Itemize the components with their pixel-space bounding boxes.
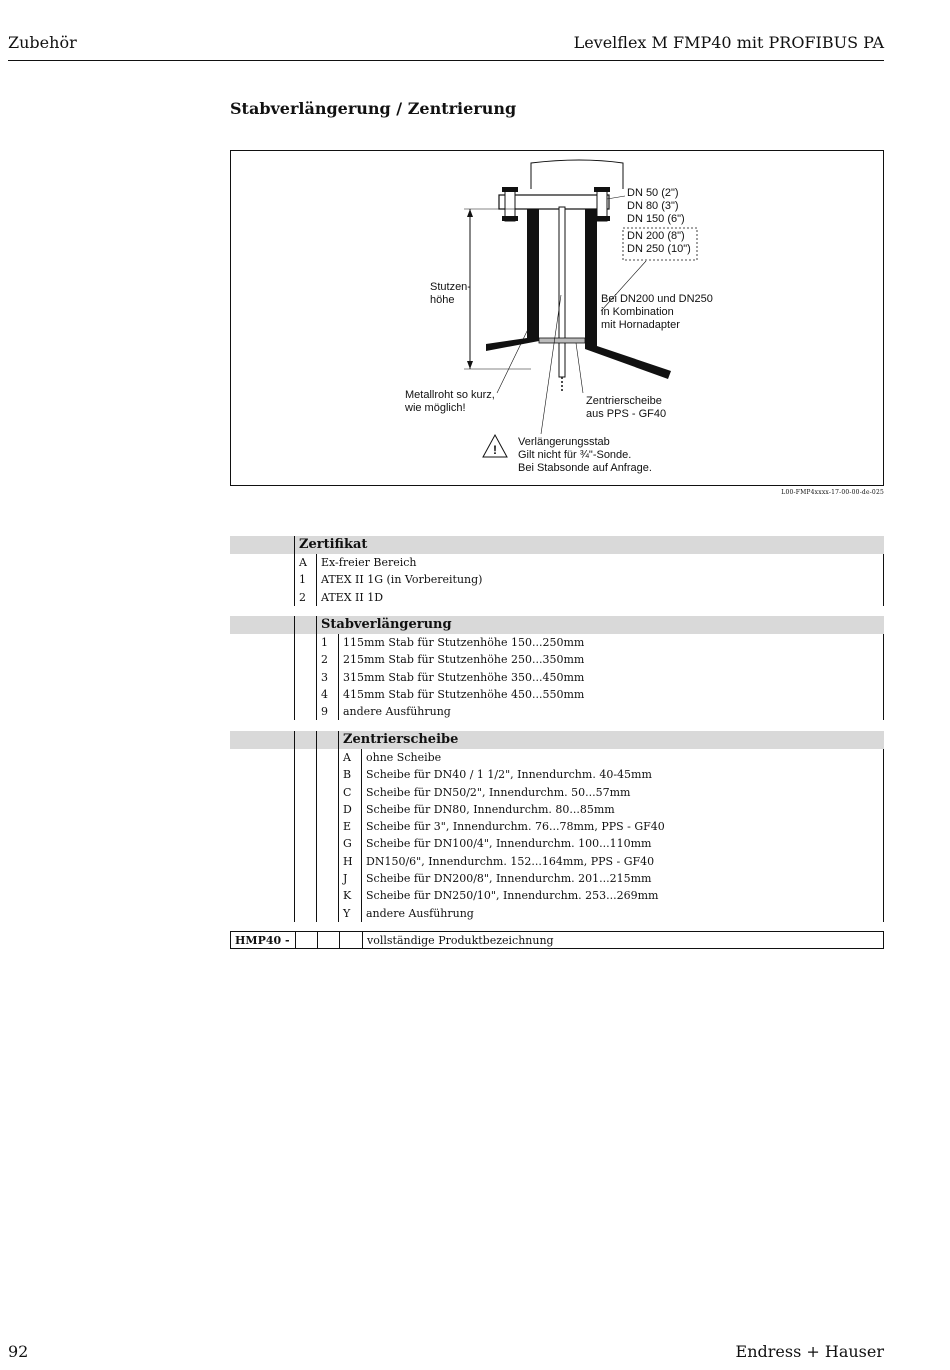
nozzle-wall-left (486, 209, 539, 351)
housing-outline (531, 160, 623, 189)
block-title: Zentrierscheibe (343, 732, 459, 747)
order-code: A (343, 751, 351, 764)
order-code: B (343, 768, 352, 782)
label-dn50: DN 50 (2") (627, 187, 679, 199)
order-code: 4 (321, 687, 328, 701)
order-row (230, 853, 884, 870)
label-zentr-1: Zentrierscheibe (586, 395, 662, 407)
figure-id: L00-FMP4xxxx-17-00-00-de-025 (781, 489, 884, 496)
order-block-zentrierscheibe (230, 731, 884, 922)
order-block-zertifikat (230, 536, 884, 606)
order-text: ohne Scheibe (366, 751, 442, 764)
brand-name: Endress + Hauser (735, 1342, 884, 1361)
leader-metall (497, 323, 531, 393)
label-metall-2: wie möglich! (405, 402, 466, 414)
nut-left-top (502, 187, 518, 192)
label-dn250: DN 250 (10") (627, 243, 691, 255)
order-row (230, 818, 884, 835)
label-stutzen-2: höhe (430, 294, 455, 306)
order-text: Scheibe für 3", Innendurchm. 76...78mm, PPS - GF40 (366, 820, 665, 834)
order-row (230, 571, 884, 588)
order-text: Scheibe für DN40 / 1 1/2", Innendurchm. 40-45mm (366, 768, 652, 782)
order-code: 2 (321, 653, 328, 667)
block-header (230, 731, 884, 749)
order-row (230, 905, 884, 922)
block-header (230, 616, 884, 634)
order-text: 415mm Stab für Stutzenhöhe 450...550mm (343, 687, 585, 701)
section-title: Stabverlängerung / Zentrierung (230, 99, 517, 118)
order-code: 3 (321, 670, 328, 684)
order-code: J (343, 872, 348, 886)
nut-left-bottom (502, 216, 518, 221)
header-rule (8, 60, 884, 61)
block-header (230, 536, 884, 554)
order-text: 115mm Stab für Stutzenhöhe 150...250mm (343, 636, 585, 649)
nozzle-diagram (231, 151, 885, 487)
order-row (230, 870, 884, 887)
order-code: A (299, 556, 307, 569)
order-code: D (343, 802, 352, 816)
order-code: Y (343, 906, 351, 920)
order-text: Scheibe für DN200/8", Innendurchm. 201...215mm (366, 872, 652, 886)
product-code: HMP40 - (235, 934, 290, 947)
order-text: 315mm Stab für Stutzenhöhe 350...450mm (343, 670, 585, 684)
order-text: Scheibe für DN100/4", Innendurchm. 100...110mm (366, 837, 652, 851)
order-text: andere Ausführung (343, 705, 451, 719)
order-text: andere Ausführung (366, 906, 474, 920)
label-horn-3: mit Hornadapter (601, 319, 680, 331)
label-warn-2: Gilt nicht für ¾"-Sonde. (518, 449, 632, 461)
label-warn-3: Bei Stabsonde auf Anfrage. (518, 462, 652, 474)
label-horn-2: in Kombination (601, 306, 674, 318)
order-code: 1 (321, 636, 328, 649)
order-text: ATEX II 1G (in Vorbereitung) (321, 573, 483, 587)
header-section: Zubehör (8, 33, 77, 52)
order-text: Scheibe für DN50/2", Innendurchm. 50...57mm (366, 785, 631, 799)
technical-drawing (230, 150, 884, 486)
order-row (230, 887, 884, 904)
page-number: 92 (8, 1342, 29, 1361)
order-row (230, 634, 884, 651)
label-zentr-2: aus PPS - GF40 (586, 408, 667, 420)
label-horn-1: Bei DN200 und DN250 (601, 293, 713, 305)
label-dn150: DN 150 (6") (627, 213, 685, 225)
order-block-stabverlaengerung (230, 616, 884, 720)
centering-disc (539, 338, 585, 343)
dimension-arrow-top (467, 209, 473, 217)
svg-text:!: ! (493, 443, 497, 457)
order-row (230, 749, 884, 766)
order-row (230, 589, 884, 606)
order-code: K (343, 889, 352, 903)
order-code: 9 (321, 705, 328, 719)
order-row (230, 801, 884, 818)
order-row (230, 686, 884, 703)
label-metall-1: Metallroht so kurz, (405, 389, 495, 401)
block-title: Zertifikat (299, 537, 368, 552)
label-warn-1: Verlängerungsstab (518, 436, 610, 448)
order-row (230, 669, 884, 686)
order-row (230, 554, 884, 571)
order-code: E (343, 820, 352, 834)
order-row (230, 651, 884, 668)
order-code: G (343, 837, 352, 851)
label-dn200: DN 200 (8") (627, 230, 685, 242)
order-text: DN150/6", Innendurchm. 152...164mm, PPS - GF40 (366, 854, 655, 868)
order-code: 1 (299, 573, 306, 587)
order-text: Ex-freier Bereich (321, 556, 417, 569)
header-document-title: Levelflex M FMP40 mit PROFIBUS PA (573, 33, 884, 52)
order-row (230, 766, 884, 783)
nut-right-top (594, 187, 610, 192)
order-row (230, 835, 884, 852)
order-row (230, 784, 884, 801)
order-code: H (343, 854, 353, 868)
label-stutzen-1: Stutzen- (430, 281, 471, 293)
order-text: Scheibe für DN250/10", Innendurchm. 253...269mm (366, 889, 659, 903)
order-code: C (343, 785, 352, 799)
product-code-text: vollständige Produktbezeichnung (367, 934, 554, 947)
dimension-arrow-bottom (467, 361, 473, 369)
order-text: ATEX II 1D (321, 590, 384, 604)
leader-warn (541, 295, 561, 434)
label-dn80: DN 80 (3") (627, 200, 679, 212)
order-text: Scheibe für DN80, Innendurchm. 80...85mm (366, 802, 615, 816)
order-code: 2 (299, 590, 306, 604)
product-code-row (230, 931, 884, 949)
block-title: Stabverlängerung (321, 617, 452, 632)
order-text: 215mm Stab für Stutzenhöhe 250...350mm (343, 653, 585, 667)
leader-dn (607, 196, 625, 199)
leader-zentr (576, 343, 583, 393)
extension-rod (559, 207, 565, 377)
order-row (230, 703, 884, 720)
